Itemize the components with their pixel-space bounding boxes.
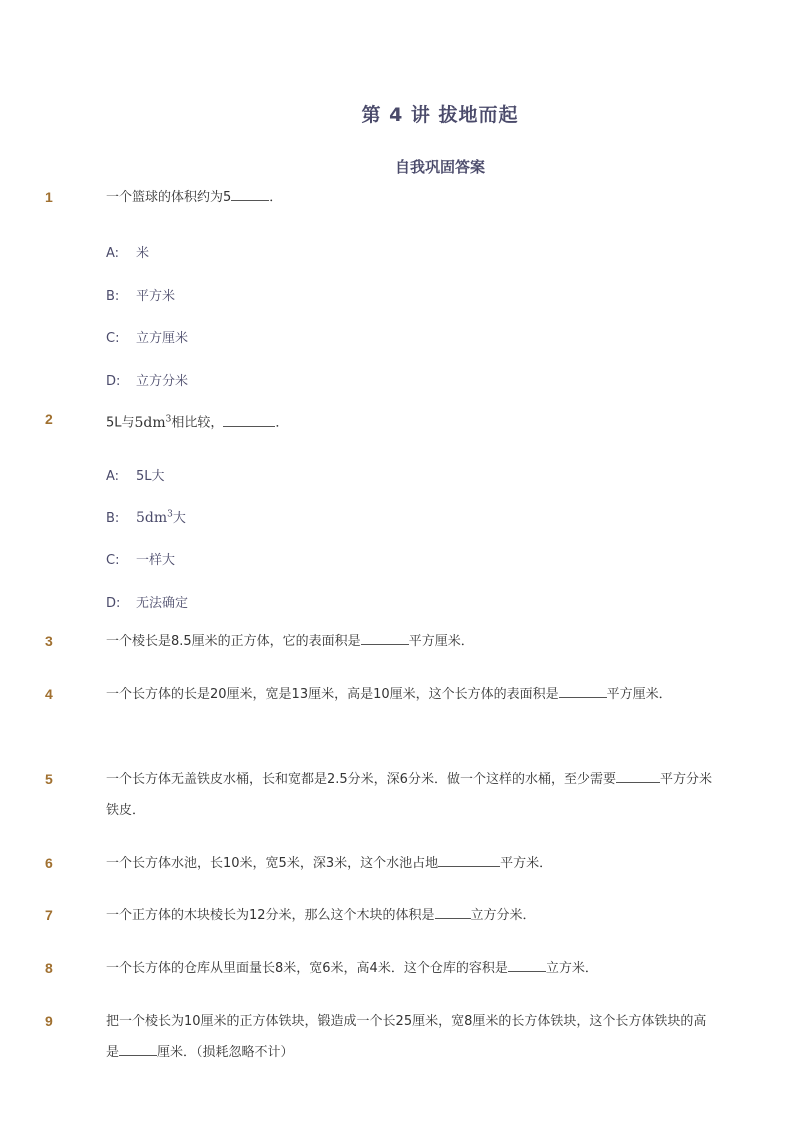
- option-text: 一样大: [136, 553, 176, 568]
- option-label: C:: [106, 331, 120, 346]
- question-stem: 一个篮球的体积约为5: [106, 190, 232, 205]
- question-stem-end: 平方米．: [500, 856, 553, 871]
- page-title: 第 4 讲 拔地而起: [361, 104, 519, 126]
- option-c: [106, 327, 188, 346]
- question-stem: 一个长方体水池，长10米，宽5米，深3米，这个水池占地: [106, 856, 439, 871]
- answer-blank: [361, 630, 409, 645]
- question-stem: 把一个棱长为10厘米的正方体铁块，锻造成一个长25厘米，宽8厘米的长方体铁块，这个长方体铁块的高是: [106, 1014, 707, 1060]
- question-stem: 一个棱长是8.5厘米的正方体，它的表面积是: [106, 634, 361, 649]
- option-text: 大: [172, 511, 186, 526]
- option-b: [106, 285, 175, 304]
- question-text: [106, 848, 716, 879]
- question-number: 4: [45, 686, 53, 702]
- answer-blank: [223, 412, 275, 427]
- question-number: 6: [45, 855, 53, 871]
- option-label: B:: [106, 289, 120, 304]
- question-text: [106, 404, 716, 439]
- option-a: [106, 465, 165, 484]
- question-text: [106, 679, 716, 710]
- question-number: 1: [45, 189, 53, 205]
- answer-blank: [231, 186, 269, 201]
- question-stem-end: ．: [269, 190, 283, 205]
- question-number: 3: [45, 633, 53, 649]
- option-c: [106, 549, 175, 568]
- question-number: 5: [45, 771, 53, 787]
- question-number: 9: [45, 1013, 53, 1029]
- option-label: D:: [106, 596, 121, 611]
- option-text: 无法确定: [136, 596, 189, 611]
- option-label: D:: [106, 374, 121, 389]
- option-a: [106, 242, 149, 261]
- question-stem-end: 平方厘米．: [606, 687, 672, 702]
- answer-blank: [435, 904, 471, 919]
- question-number: 7: [45, 907, 53, 923]
- answer-blank: [119, 1041, 157, 1056]
- question-stem: 一个长方体的仓库从里面量长8米，宽6米，高4米．这个仓库的容积是: [106, 961, 508, 976]
- math-expression: $5dm^3$: [136, 509, 173, 526]
- question-stem: 一个长方体的长是20厘米，宽是13厘米，高是10厘米，这个长方体的表面积是: [106, 687, 559, 702]
- question-stem-end: 立方米．: [545, 961, 598, 976]
- option-label: A:: [106, 246, 120, 261]
- question-text: [106, 182, 716, 213]
- option-text: 平方米: [136, 289, 176, 304]
- question-number: 2: [45, 411, 53, 427]
- question-stem-end: 立方分米．: [470, 908, 536, 923]
- answer-blank: [559, 683, 607, 698]
- answer-blank: [438, 852, 500, 867]
- answer-blank: [616, 768, 660, 783]
- question-stem-end: ．: [275, 415, 289, 431]
- question-text: [106, 1006, 716, 1068]
- option-text: 5L大: [136, 469, 165, 484]
- question-number: 8: [45, 960, 53, 976]
- question-text: [106, 953, 716, 984]
- question-stem-end: 平方分米铁皮．: [106, 772, 712, 818]
- question-stem-end: 平方厘米．: [408, 634, 474, 649]
- option-d: [106, 370, 188, 389]
- option-b: [106, 507, 186, 526]
- section-subtitle: 自我巩固答案: [394, 158, 485, 176]
- math-expression: $5dm^3$: [134, 414, 172, 431]
- option-label: A:: [106, 469, 120, 484]
- option-text: 米: [136, 246, 150, 261]
- question-stem-end: 厘米．（损耗忽略不计）: [157, 1045, 294, 1060]
- question-text: [106, 764, 716, 826]
- question-stem: 5L与: [106, 415, 135, 431]
- option-text: 立方分米: [136, 374, 189, 389]
- question-stem: 一个长方体无盖铁皮水桶，长和宽都是2.5分米，深6分米．做一个这样的水桶，至少需要: [106, 772, 616, 787]
- question-text: [106, 900, 716, 931]
- question-stem: 一个正方体的木块棱长为12分米，那么这个木块的体积是: [106, 908, 435, 923]
- answer-blank: [508, 957, 546, 972]
- question-text: [106, 626, 716, 657]
- option-label: C:: [106, 553, 120, 568]
- option-text: 立方厘米: [136, 331, 189, 346]
- question-stem-mid: 相比较，: [171, 415, 224, 431]
- option-label: B:: [106, 511, 120, 526]
- option-d: [106, 592, 188, 611]
